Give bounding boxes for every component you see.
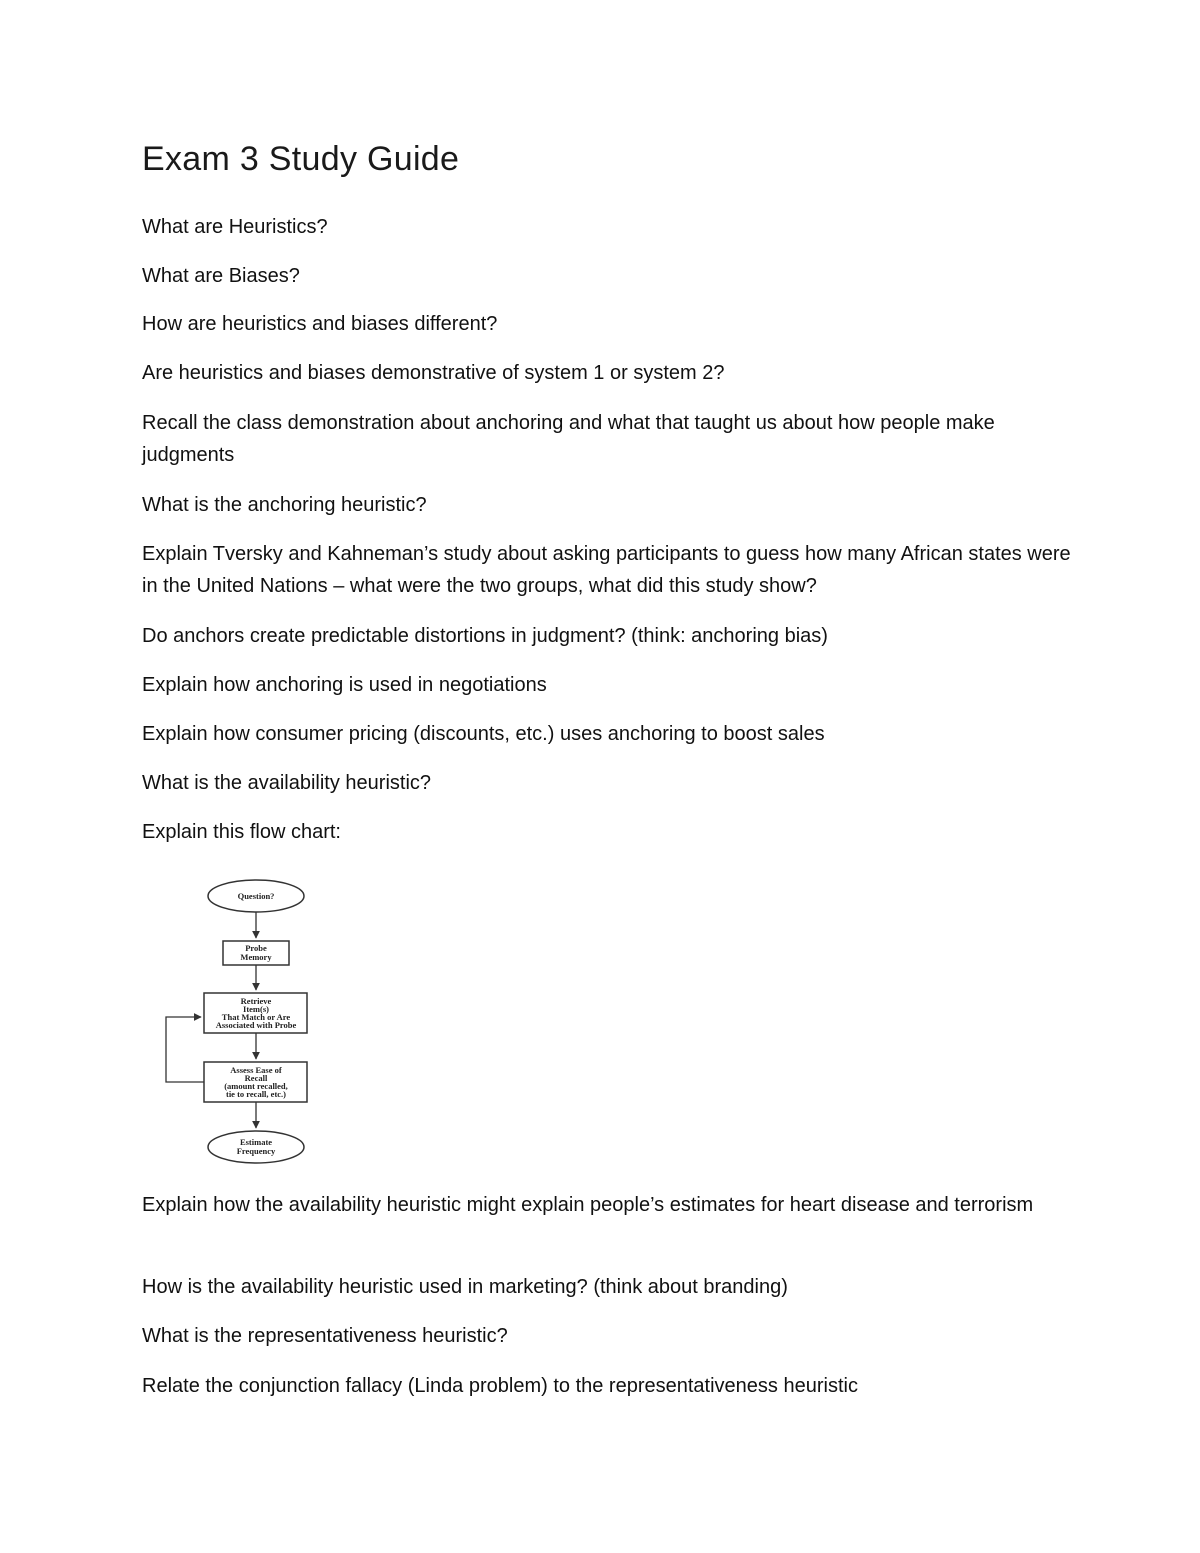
question-item: Relate the conjunction fallacy (Linda problem) to the representativeness heuristic <box>142 1375 858 1397</box>
availability-flowchart <box>160 872 320 1172</box>
question-item: Explain how anchoring is used in negotiations <box>142 674 547 696</box>
assess-node <box>204 1062 307 1102</box>
retrieve-node-label: Retrieve <box>240 996 272 1006</box>
question-item: What are Heuristics? <box>142 216 328 238</box>
retrieve-node-label: Associated with Probe <box>215 1020 297 1030</box>
feedback-loop-arrow <box>166 1017 204 1082</box>
question-item: Explain Tversky and Kahneman’s study about asking participants to guess how many African states were in the United Nations – what were the two groups, what did this study show? <box>142 543 1071 597</box>
end-node-label: Frequency <box>236 1146 276 1156</box>
retrieve-node-label: That Match or Are <box>221 1012 291 1022</box>
start-node-label: Question? <box>237 891 275 901</box>
assess-node-label: Assess Ease of <box>230 1065 282 1075</box>
question-item: How are heuristics and biases different? <box>142 313 498 335</box>
probe-node-label: Memory <box>240 952 272 962</box>
retrieve-node <box>204 993 307 1033</box>
question-item: What is the representativeness heuristic? <box>142 1325 508 1347</box>
end-node-label: Estimate <box>239 1137 273 1147</box>
question-item: Explain how the availability heuristic might explain people’s estimates for heart disease and terrorism <box>142 1194 1034 1216</box>
start-node <box>208 880 304 912</box>
page-title: Exam 3 Study Guide <box>142 140 460 178</box>
question-item: What is the anchoring heuristic? <box>142 494 427 516</box>
question-item: Explain this flow chart: <box>142 821 341 843</box>
question-item: Are heuristics and biases demonstrative of system 1 or system 2? <box>142 362 725 384</box>
question-item: What are Biases? <box>142 265 300 287</box>
probe-node <box>223 941 289 965</box>
question-item: Do anchors create predictable distortions in judgment? (think: anchoring bias) <box>142 625 828 647</box>
assess-node-label: Recall <box>244 1073 268 1083</box>
probe-node-label: Probe <box>245 943 267 953</box>
end-node <box>208 1131 304 1163</box>
question-item: How is the availability heuristic used in marketing? (think about branding) <box>142 1276 788 1298</box>
question-item: Recall the class demonstration about anchoring and what that taught us about how people make judgments <box>142 412 995 466</box>
assess-node-label: tie to recall, etc.) <box>225 1089 287 1099</box>
question-item: What is the availability heuristic? <box>142 772 432 794</box>
assess-node-label: (amount recalled, <box>224 1081 288 1091</box>
question-item: Explain how consumer pricing (discounts, etc.) uses anchoring to boost sales <box>142 723 825 745</box>
retrieve-node-label: Item(s) <box>243 1004 269 1014</box>
